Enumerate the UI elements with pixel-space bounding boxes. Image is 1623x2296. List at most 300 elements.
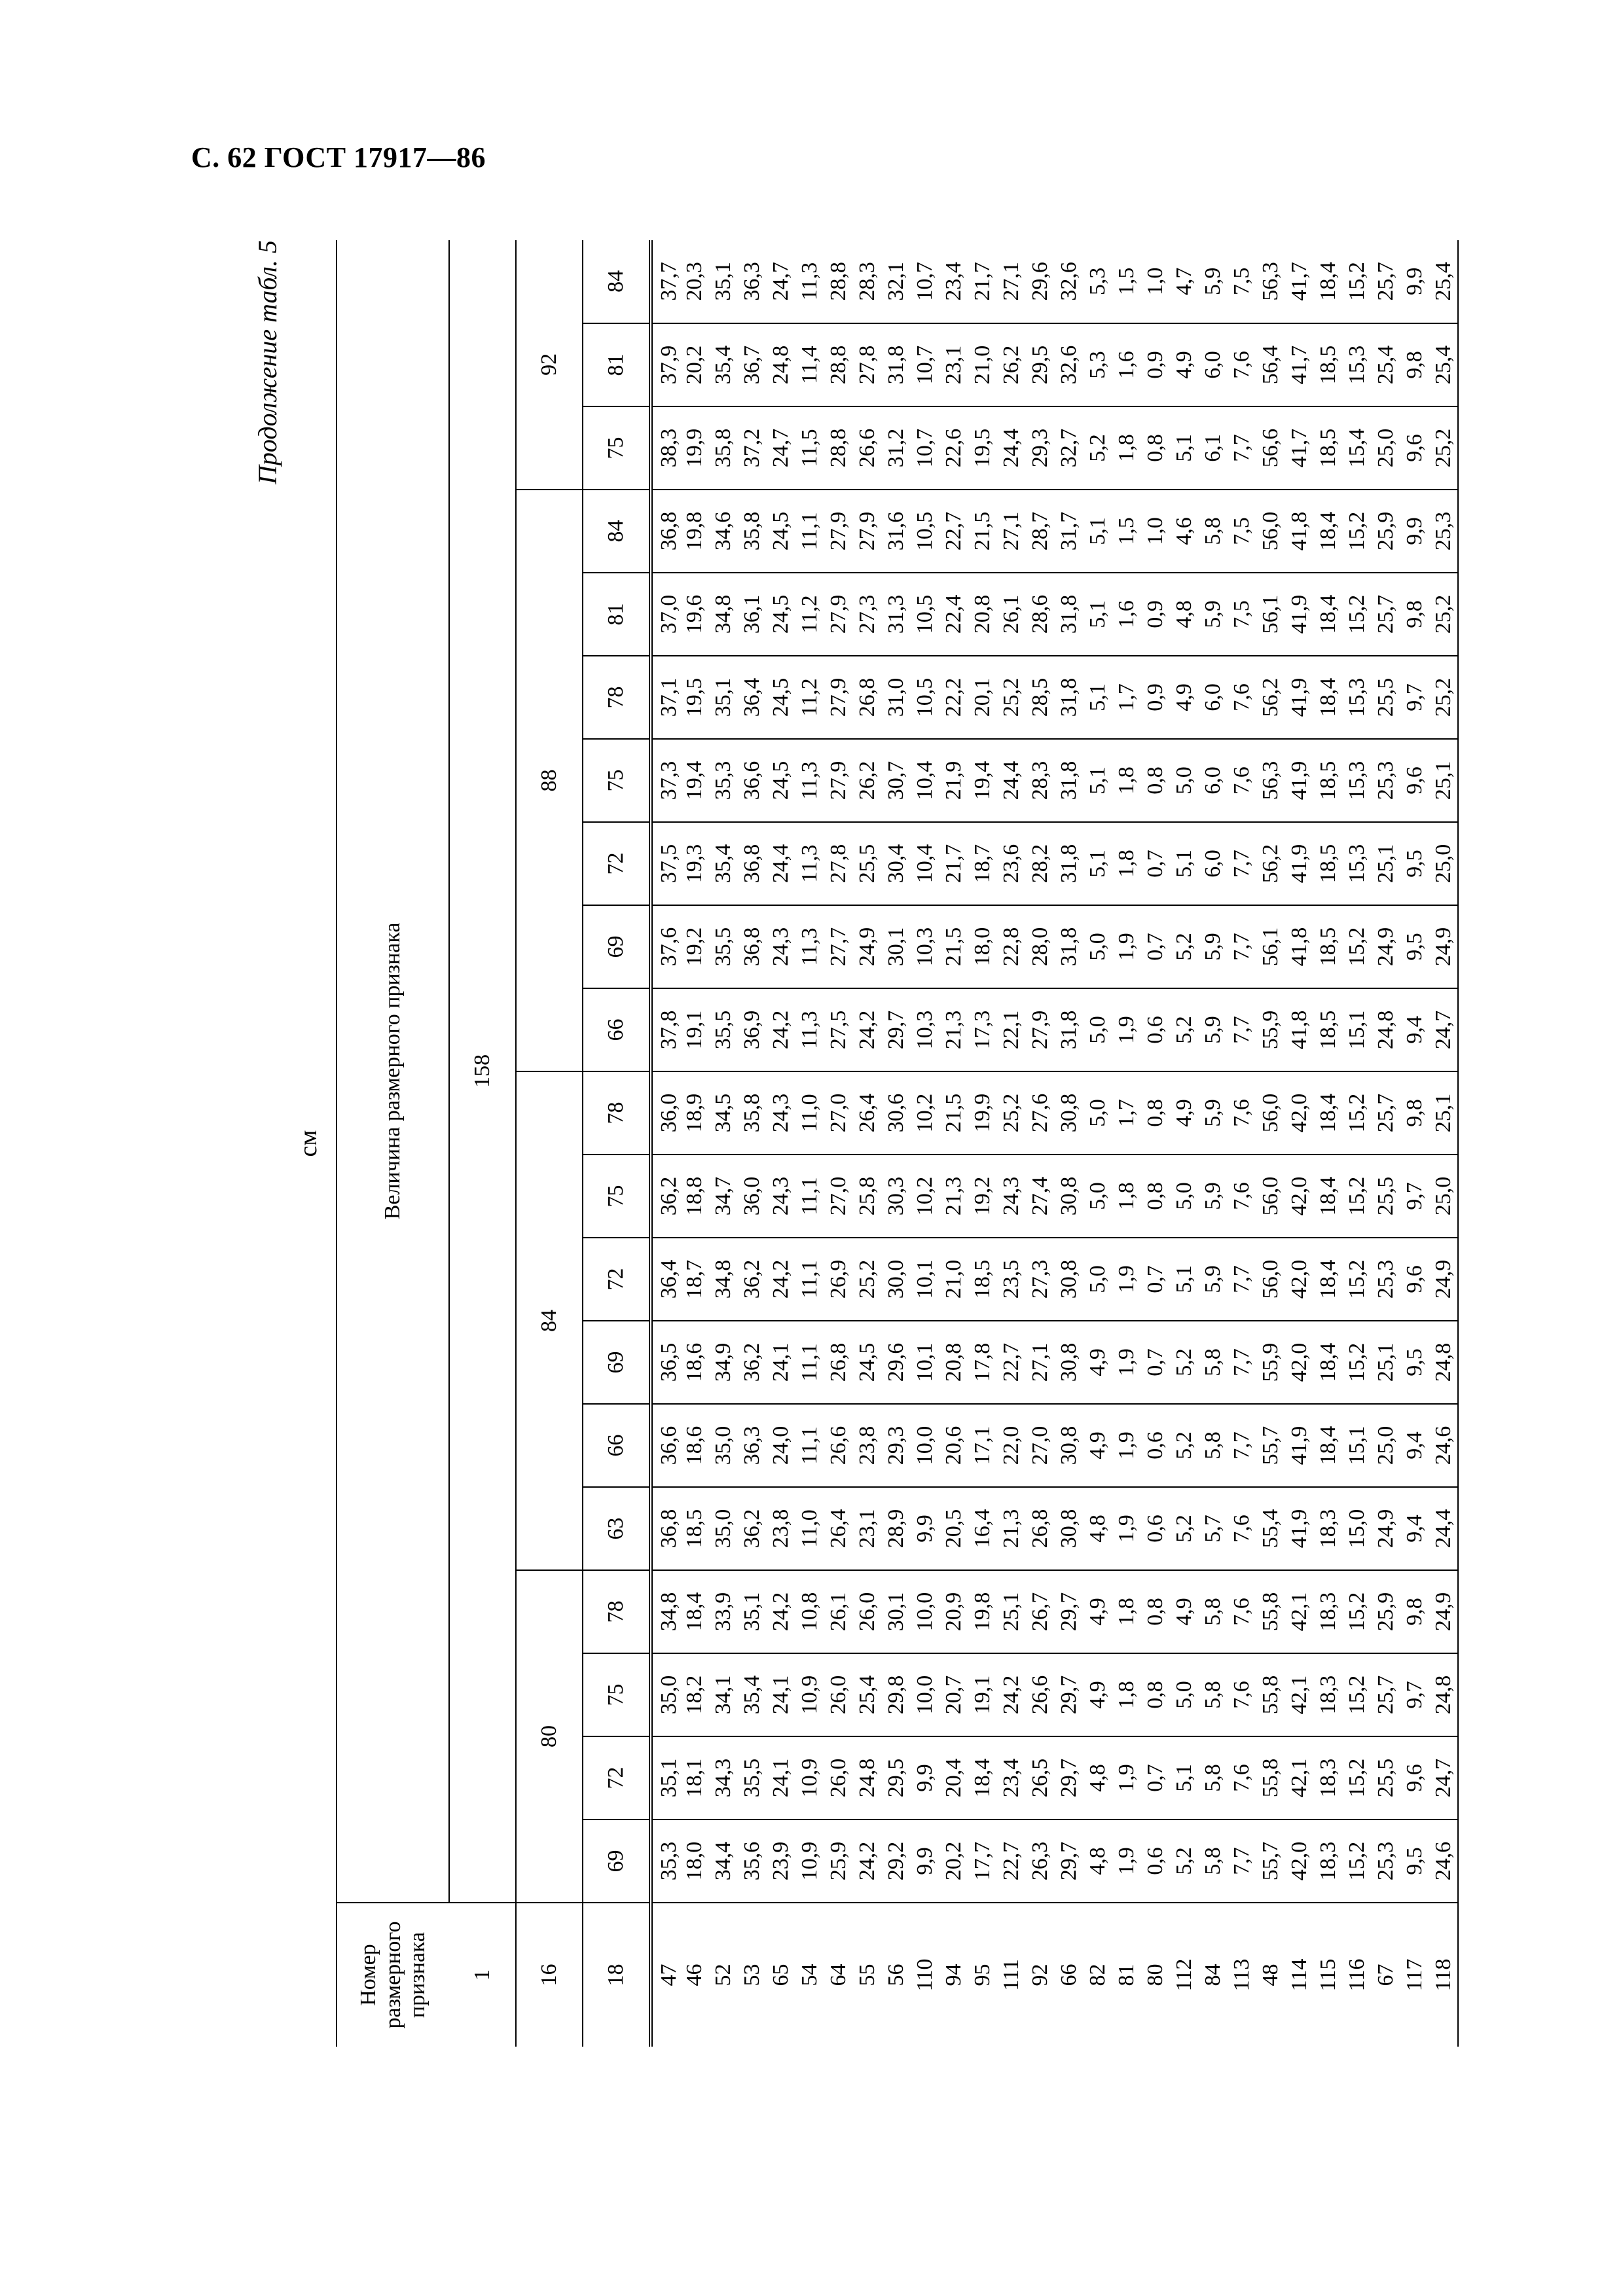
value-cell: 26,2 <box>997 323 1026 406</box>
value-cell: 18,5 <box>968 1238 997 1321</box>
value-cell: 23,4 <box>939 240 968 323</box>
value-cell: 5,8 <box>1199 1653 1228 1736</box>
value-cell: 55,9 <box>1256 1321 1285 1404</box>
feature-number-cell: 95 <box>970 1964 994 1986</box>
value-cell: 24,8 <box>1429 1653 1458 1736</box>
value-cell: 15,2 <box>1343 1736 1372 1820</box>
value-cell: 0,6 <box>1141 1487 1170 1570</box>
value-cell: 20,6 <box>939 1404 968 1487</box>
value-cell: 5,2 <box>1170 1321 1199 1404</box>
value-cell: 1,0 <box>1141 490 1170 573</box>
header-sub-col: 72 <box>583 1736 651 1820</box>
value-cell: 7,6 <box>1228 1736 1256 1820</box>
value-cell: 28,2 <box>1026 822 1055 905</box>
value-cell: 7,7 <box>1228 988 1256 1071</box>
value-cell: 24,7 <box>1429 1736 1458 1820</box>
header-sub-col: 75 <box>583 739 651 822</box>
value-cell: 9,4 <box>1400 988 1429 1071</box>
feature-number-cell: 48 <box>1258 1964 1283 1986</box>
value-cell: 34,8 <box>651 1570 680 1653</box>
value-cell: 23,1 <box>939 323 968 406</box>
value-cell: 31,8 <box>1055 905 1084 988</box>
value-cell: 4,9 <box>1170 1570 1199 1653</box>
value-cell: 10,5 <box>911 490 939 573</box>
value-cell: 35,5 <box>738 1736 767 1820</box>
value-cell: 35,8 <box>738 1071 767 1155</box>
value-cell: 24,8 <box>767 323 795 406</box>
value-cell: 35,8 <box>738 490 767 573</box>
value-cell: 19,1 <box>680 988 709 1071</box>
value-cell: 10,9 <box>795 1653 824 1736</box>
value-cell: 35,0 <box>709 1487 738 1570</box>
value-cell: 30,8 <box>1055 1321 1084 1404</box>
value-cell: 25,8 <box>853 1155 882 1238</box>
feature-number-cell: 118 <box>1429 1903 1458 2047</box>
value-cell: 7,7 <box>1228 406 1256 490</box>
value-cell: 27,8 <box>824 822 853 905</box>
value-cell: 1,0 <box>1141 240 1170 323</box>
value-cell: 18,3 <box>1314 1487 1343 1570</box>
table-row <box>1228 240 1256 2047</box>
value-cell: 7,7 <box>1228 1820 1256 1903</box>
value-cell: 4,6 <box>1170 490 1199 573</box>
value-cell: 19,5 <box>968 406 997 490</box>
header-sub-col: 72 <box>583 1238 651 1321</box>
value-cell: 9,9 <box>911 1487 939 1570</box>
value-cell: 11,1 <box>795 1321 824 1404</box>
value-cell: 34,8 <box>709 1238 738 1321</box>
table-row <box>997 240 1026 2047</box>
value-cell: 55,9 <box>1256 988 1285 1071</box>
value-cell: 9,6 <box>1400 739 1429 822</box>
value-cell: 28,7 <box>1026 490 1055 573</box>
value-cell: 31,8 <box>1055 656 1084 739</box>
value-cell: 18,5 <box>1314 822 1343 905</box>
value-cell: 5,1 <box>1170 1238 1199 1321</box>
value-cell: 11,1 <box>795 1404 824 1487</box>
value-cell: 5,2 <box>1170 988 1199 1071</box>
value-cell: 36,7 <box>738 323 767 406</box>
value-cell: 15,2 <box>1343 1155 1372 1238</box>
value-cell: 19,5 <box>680 656 709 739</box>
value-cell: 0,8 <box>1141 1155 1170 1238</box>
value-cell: 18,4 <box>1314 240 1343 323</box>
value-cell: 26,8 <box>853 656 882 739</box>
value-cell: 37,7 <box>651 240 680 323</box>
value-cell: 55,8 <box>1256 1653 1285 1736</box>
value-cell: 24,2 <box>767 1238 795 1321</box>
value-cell: 22,2 <box>939 656 968 739</box>
value-cell: 7,6 <box>1228 1653 1256 1736</box>
table-row <box>824 240 853 2047</box>
value-cell: 25,1 <box>997 1570 1026 1653</box>
feature-number-cell: 117 <box>1402 1958 1427 1992</box>
header-row2-left: 16 <box>516 1903 583 2047</box>
value-cell: 26,1 <box>997 573 1026 656</box>
value-cell: 27,0 <box>824 1071 853 1155</box>
value-cell: 18,5 <box>1314 905 1343 988</box>
value-cell: 24,9 <box>1372 905 1400 988</box>
value-cell: 26,0 <box>824 1736 853 1820</box>
value-cell: 24,0 <box>767 1404 795 1487</box>
value-cell: 41,7 <box>1285 406 1314 490</box>
value-cell: 36,1 <box>738 573 767 656</box>
value-cell: 35,1 <box>738 1570 767 1653</box>
value-cell: 25,7 <box>1372 573 1400 656</box>
value-cell: 25,2 <box>997 1071 1026 1155</box>
value-cell: 26,8 <box>1026 1487 1055 1570</box>
feature-number-cell: 54 <box>797 1964 822 1986</box>
value-cell: 24,3 <box>997 1155 1026 1238</box>
value-cell: 24,7 <box>1429 988 1458 1071</box>
value-cell: 56,6 <box>1256 406 1285 490</box>
value-cell: 1,9 <box>1112 1404 1141 1487</box>
value-cell: 19,8 <box>968 1570 997 1653</box>
value-cell: 36,8 <box>651 1487 680 1570</box>
value-cell: 31,8 <box>882 323 911 406</box>
value-cell: 0,9 <box>1141 323 1170 406</box>
value-cell: 1,9 <box>1112 1820 1141 1903</box>
value-cell: 27,8 <box>853 323 882 406</box>
value-cell: 56,1 <box>1256 573 1285 656</box>
value-cell: 24,9 <box>1429 1570 1458 1653</box>
value-cell: 18,2 <box>680 1653 709 1736</box>
value-cell: 10,9 <box>795 1736 824 1820</box>
value-cell: 5,2 <box>1084 406 1112 490</box>
value-cell: 18,3 <box>1314 1653 1343 1736</box>
value-cell: 18,3 <box>1314 1736 1343 1820</box>
value-cell: 24,2 <box>767 988 795 1071</box>
value-cell: 37,6 <box>651 905 680 988</box>
value-cell: 24,5 <box>767 656 795 739</box>
value-cell: 25,7 <box>1372 240 1400 323</box>
value-cell: 22,0 <box>997 1404 1026 1487</box>
value-cell: 36,4 <box>738 656 767 739</box>
value-cell: 36,0 <box>738 1155 767 1238</box>
value-cell: 56,0 <box>1256 1155 1285 1238</box>
value-cell: 7,6 <box>1228 739 1256 822</box>
feature-number-cell: 46 <box>682 1964 706 1986</box>
value-cell: 24,4 <box>997 406 1026 490</box>
value-cell: 20,8 <box>968 573 997 656</box>
value-cell: 29,8 <box>882 1653 911 1736</box>
header-sub-col: 69 <box>583 905 651 988</box>
rotated-table-block <box>252 240 1457 2047</box>
unit-label: см <box>295 1130 322 1157</box>
value-cell: 24,3 <box>767 905 795 988</box>
value-cell: 7,7 <box>1228 1238 1256 1321</box>
value-cell: 34,6 <box>709 490 738 573</box>
value-cell: 15,2 <box>1343 1820 1372 1903</box>
value-cell: 20,4 <box>939 1736 968 1820</box>
feature-number-cell: 113 <box>1230 1958 1254 1992</box>
value-cell: 19,9 <box>680 406 709 490</box>
value-cell: 30,1 <box>882 905 911 988</box>
value-cell: 10,2 <box>911 1155 939 1238</box>
value-cell: 5,1 <box>1084 822 1112 905</box>
value-cell: 35,1 <box>709 240 738 323</box>
value-cell: 30,8 <box>1055 1238 1084 1321</box>
value-cell: 28,0 <box>1026 905 1055 988</box>
value-cell: 24,4 <box>767 822 795 905</box>
table-row <box>709 240 738 2047</box>
value-cell: 15,1 <box>1343 1404 1372 1487</box>
value-cell: 24,8 <box>1372 988 1400 1071</box>
value-cell: 6,0 <box>1199 739 1228 822</box>
value-cell: 9,9 <box>1400 240 1429 323</box>
value-cell: 6,0 <box>1199 656 1228 739</box>
header-row1-left: 1 <box>449 1903 516 2047</box>
value-cell: 24,1 <box>767 1321 795 1404</box>
table-row <box>1112 240 1141 2047</box>
value-cell: 26,6 <box>1026 1653 1055 1736</box>
value-cell: 27,5 <box>824 988 853 1071</box>
value-cell: 21,5 <box>968 490 997 573</box>
value-cell: 34,3 <box>709 1736 738 1820</box>
value-cell: 5,2 <box>1170 1820 1199 1903</box>
value-cell: 0,7 <box>1141 822 1170 905</box>
header-sub-col: 78 <box>583 1071 651 1155</box>
value-cell: 0,8 <box>1141 1570 1170 1653</box>
value-cell: 36,6 <box>651 1404 680 1487</box>
value-cell: 18,5 <box>1314 739 1343 822</box>
value-cell: 18,8 <box>680 1155 709 1238</box>
value-cell: 25,7 <box>1372 1071 1400 1155</box>
value-cell: 56,0 <box>1256 1238 1285 1321</box>
value-cell: 11,0 <box>795 1071 824 1155</box>
value-cell: 24,2 <box>767 1570 795 1653</box>
value-cell: 29,6 <box>1026 240 1055 323</box>
value-cell: 5,0 <box>1170 739 1199 822</box>
value-cell: 30,8 <box>1055 1071 1084 1155</box>
value-cell: 9,7 <box>1400 1155 1429 1238</box>
header-sub-col: 69 <box>583 1820 651 1903</box>
value-cell: 17,7 <box>968 1820 997 1903</box>
value-cell: 25,2 <box>997 656 1026 739</box>
value-cell: 36,4 <box>651 1238 680 1321</box>
value-cell: 4,8 <box>1084 1736 1112 1820</box>
value-cell: 15,2 <box>1343 1653 1372 1736</box>
feature-number-cell: 92 <box>1028 1964 1052 1986</box>
value-cell: 25,3 <box>1372 1820 1400 1903</box>
value-cell: 0,7 <box>1141 905 1170 988</box>
value-cell: 5,0 <box>1170 1653 1199 1736</box>
feature-number-cell: 80 <box>1143 1964 1167 1986</box>
table-body <box>651 240 1458 2047</box>
value-cell: 32,1 <box>882 240 911 323</box>
value-cell: 5,0 <box>1084 905 1112 988</box>
value-cell: 23,5 <box>997 1238 1026 1321</box>
table-row <box>738 240 767 2047</box>
value-cell: 56,3 <box>1256 739 1285 822</box>
value-cell: 25,1 <box>1372 822 1400 905</box>
value-cell: 26,2 <box>853 739 882 822</box>
value-cell: 18,0 <box>680 1820 709 1903</box>
value-cell: 15,2 <box>1343 490 1372 573</box>
value-cell: 26,1 <box>824 1570 853 1653</box>
value-cell: 36,2 <box>738 1321 767 1404</box>
value-cell: 22,7 <box>997 1321 1026 1404</box>
value-cell: 24,9 <box>1429 905 1458 988</box>
value-cell: 24,3 <box>767 1071 795 1155</box>
feature-number-cell: 56 <box>884 1964 908 1986</box>
value-cell: 36,8 <box>738 822 767 905</box>
value-cell: 19,9 <box>968 1071 997 1155</box>
value-cell: 0,7 <box>1141 1238 1170 1321</box>
value-cell: 24,8 <box>1429 1321 1458 1404</box>
value-cell: 27,9 <box>824 573 853 656</box>
value-cell: 36,8 <box>651 490 680 573</box>
header-sub-col: 75 <box>583 1155 651 1238</box>
value-cell: 5,0 <box>1084 1238 1112 1321</box>
value-cell: 10,3 <box>911 905 939 988</box>
value-cell: 27,1 <box>1026 1321 1055 1404</box>
value-cell: 18,4 <box>680 1570 709 1653</box>
value-cell: 55,7 <box>1256 1820 1285 1903</box>
value-cell: 25,5 <box>1372 656 1400 739</box>
value-cell: 35,5 <box>709 988 738 1071</box>
value-cell: 25,3 <box>1372 739 1400 822</box>
header-height-value: 158 <box>449 240 516 1903</box>
feature-number-cell: 84 <box>1201 1964 1225 1986</box>
value-cell: 29,7 <box>1055 1653 1084 1736</box>
value-cell: 10,7 <box>911 406 939 490</box>
value-cell: 7,5 <box>1228 573 1256 656</box>
value-cell: 24,6 <box>1429 1404 1458 1487</box>
value-cell: 29,6 <box>882 1321 911 1404</box>
value-cell: 5,1 <box>1170 1736 1199 1820</box>
value-cell: 24,2 <box>997 1653 1026 1736</box>
value-cell: 55,8 <box>1256 1736 1285 1820</box>
value-cell: 5,8 <box>1199 1321 1228 1404</box>
value-cell: 31,2 <box>882 406 911 490</box>
value-cell: 19,3 <box>680 822 709 905</box>
value-cell: 1,7 <box>1112 656 1141 739</box>
value-cell: 18,6 <box>680 1321 709 1404</box>
header-sub-col: 63 <box>583 1487 651 1570</box>
value-cell: 24,5 <box>767 573 795 656</box>
value-cell: 5,1 <box>1170 406 1199 490</box>
value-cell: 15,2 <box>1343 1570 1372 1653</box>
table-row <box>1429 240 1458 2047</box>
value-cell: 35,1 <box>651 1736 680 1820</box>
header-sub-col: 66 <box>583 1404 651 1487</box>
value-cell: 23,1 <box>853 1487 882 1570</box>
table-row <box>1026 240 1055 2047</box>
value-cell: 37,5 <box>651 822 680 905</box>
table-row <box>680 240 709 2047</box>
value-cell: 41,9 <box>1285 656 1314 739</box>
value-cell: 23,9 <box>767 1820 795 1903</box>
value-cell: 16,4 <box>968 1487 997 1570</box>
value-cell: 41,7 <box>1285 323 1314 406</box>
value-cell: 36,5 <box>651 1321 680 1404</box>
value-cell: 5,2 <box>1170 1487 1199 1570</box>
table-row <box>1055 240 1084 2047</box>
value-cell: 28,3 <box>1026 739 1055 822</box>
value-cell: 15,2 <box>1343 905 1372 988</box>
value-cell: 24,2 <box>853 988 882 1071</box>
value-cell: 5,1 <box>1084 573 1112 656</box>
value-cell: 31,6 <box>882 490 911 573</box>
value-cell: 10,7 <box>911 240 939 323</box>
value-cell: 25,9 <box>1372 490 1400 573</box>
value-cell: 24,5 <box>767 739 795 822</box>
value-cell: 1,7 <box>1112 1071 1141 1155</box>
header-feature-value: Величина размерного признака <box>337 240 449 1903</box>
value-cell: 27,3 <box>853 573 882 656</box>
value-cell: 5,3 <box>1084 240 1112 323</box>
value-cell: 1,5 <box>1112 240 1141 323</box>
table-row <box>1199 240 1228 2047</box>
value-cell: 22,1 <box>997 988 1026 1071</box>
value-cell: 27,6 <box>1026 1071 1055 1155</box>
table-row <box>939 240 968 2047</box>
value-cell: 25,0 <box>1429 1155 1458 1238</box>
value-cell: 42,0 <box>1285 1238 1314 1321</box>
value-cell: 25,4 <box>1372 323 1400 406</box>
value-cell: 18,5 <box>1314 406 1343 490</box>
value-cell: 0,8 <box>1141 406 1170 490</box>
value-cell: 35,6 <box>738 1820 767 1903</box>
header-feature-number: Номер размерного признака <box>337 1903 449 2047</box>
value-cell: 0,7 <box>1141 1321 1170 1404</box>
value-cell: 25,1 <box>1372 1321 1400 1404</box>
value-cell: 25,1 <box>1429 739 1458 822</box>
value-cell: 18,3 <box>1314 1820 1343 1903</box>
value-cell: 26,4 <box>824 1487 853 1570</box>
value-cell: 0,6 <box>1141 988 1170 1071</box>
value-cell: 24,9 <box>853 905 882 988</box>
table-row <box>651 240 680 2047</box>
value-cell: 1,9 <box>1112 1321 1141 1404</box>
value-cell: 5,1 <box>1084 490 1112 573</box>
value-cell: 25,2 <box>1429 573 1458 656</box>
value-cell: 37,2 <box>738 406 767 490</box>
value-cell: 32,7 <box>1055 406 1084 490</box>
header-sub-col: 72 <box>583 822 651 905</box>
value-cell: 41,9 <box>1285 1404 1314 1487</box>
value-cell: 18,7 <box>968 822 997 905</box>
value-cell: 34,1 <box>709 1653 738 1736</box>
value-cell: 19,2 <box>968 1155 997 1238</box>
value-cell: 5,8 <box>1199 490 1228 573</box>
value-cell: 35,4 <box>738 1653 767 1736</box>
value-cell: 5,8 <box>1199 1404 1228 1487</box>
feature-number-cell: 55 <box>855 1964 879 1986</box>
value-cell: 56,0 <box>1256 1071 1285 1155</box>
value-cell: 25,9 <box>824 1820 853 1903</box>
value-cell: 28,6 <box>1026 573 1055 656</box>
value-cell: 9,8 <box>1400 1071 1429 1155</box>
value-cell: 15,3 <box>1343 656 1372 739</box>
value-cell: 7,7 <box>1228 822 1256 905</box>
value-cell: 36,0 <box>651 1071 680 1155</box>
feature-number-cell: 67 <box>1374 1964 1398 1986</box>
value-cell: 10,5 <box>911 656 939 739</box>
value-cell: 5,8 <box>1199 1736 1228 1820</box>
value-cell: 9,5 <box>1400 822 1429 905</box>
table-row <box>1285 240 1314 2047</box>
value-cell: 35,3 <box>709 739 738 822</box>
value-cell: 19,1 <box>968 1653 997 1736</box>
value-cell: 10,9 <box>795 1820 824 1903</box>
value-cell: 37,1 <box>651 656 680 739</box>
value-cell: 25,7 <box>1372 1653 1400 1736</box>
value-cell: 41,9 <box>1285 822 1314 905</box>
value-cell: 0,9 <box>1141 656 1170 739</box>
value-cell: 20,2 <box>680 323 709 406</box>
